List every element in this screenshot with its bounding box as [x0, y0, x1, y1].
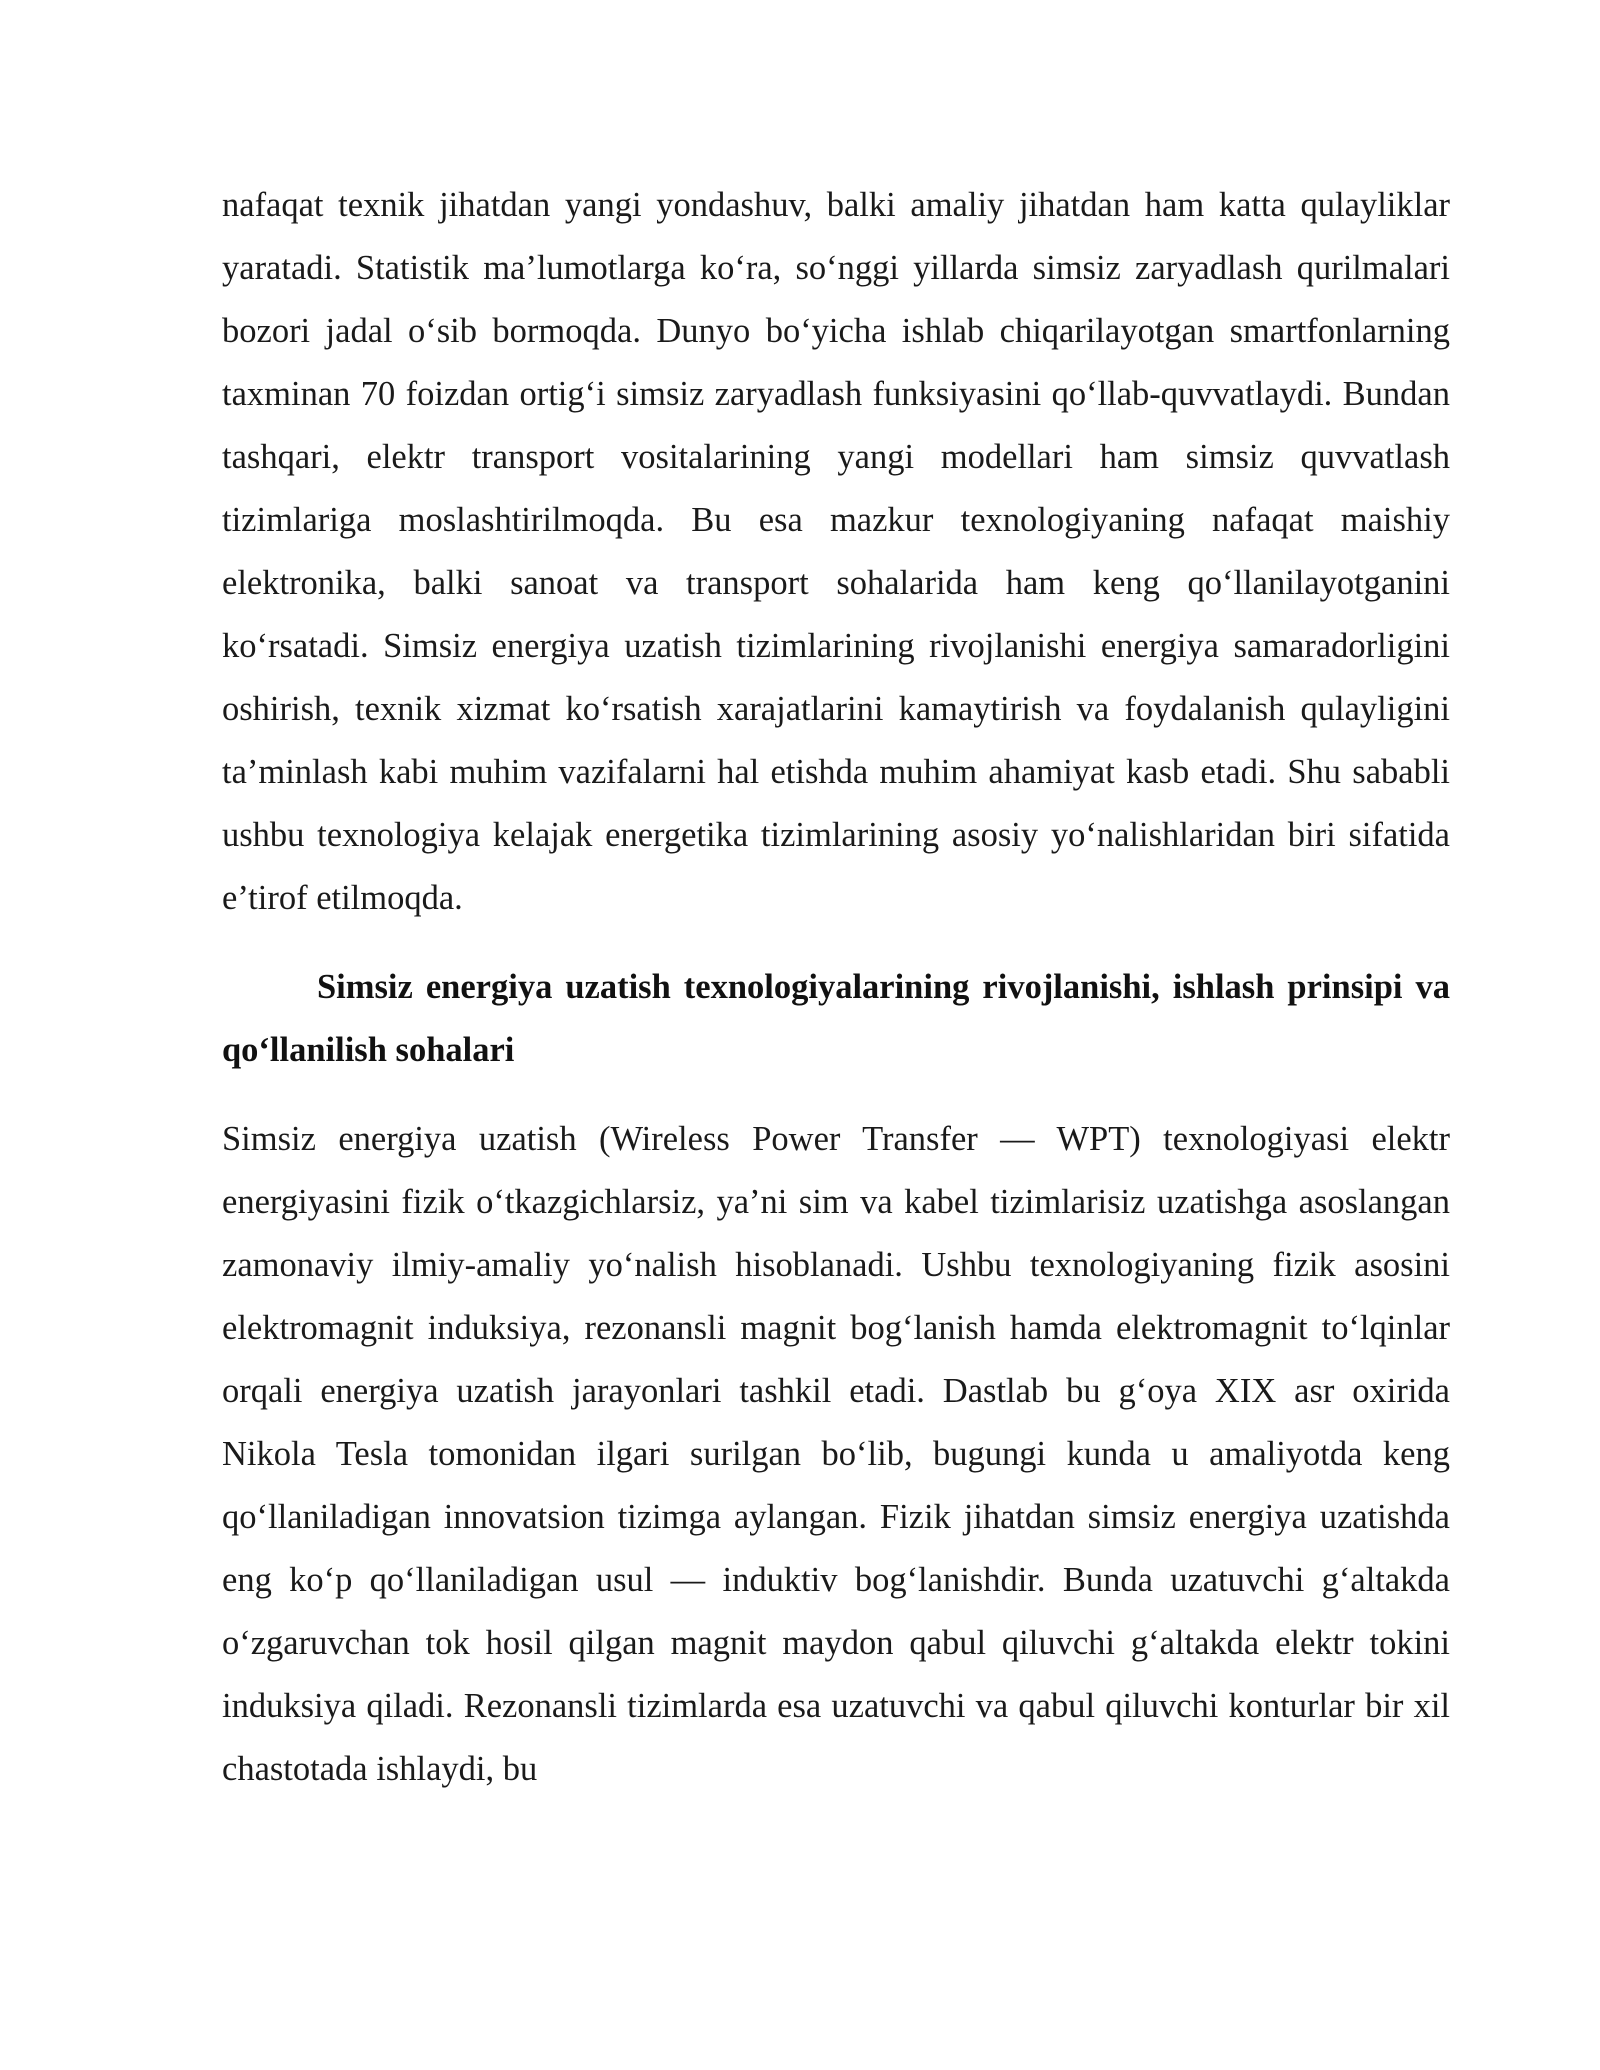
body-paragraph-2: Simsiz energiya uzatish (Wireless Power Transfer — WPT) texnologiyasi elektr energiyasini fizik o‘tkazgichlarsiz, ya’ni sim va kabel tizimlarisiz uzatishga asoslangan zamonaviy ilmiy-amaliy yo‘nalish hisoblanadi. Ushbu texnologiyaning fizik asosini elektromagnit induksiya, rezonansli magnit bog‘lanish hamda elektromagnit to‘lqinlar orqali energiya uzatish jarayonlari tashkil etadi. Dastlab bu g‘oya XIX asr oxirida Nikola Tesla tomonidan ilgari surilgan bo‘lib, bugungi kunda u amaliyotda keng qo‘llaniladigan innovatsion tizimga aylangan. Fizik jihatdan simsiz energiya uzatishda eng ko‘p qo‘llaniladigan usul — induktiv bog‘lanishdir. Bunda uzatuvchi g‘altakda o‘zgaruvchan tok hosil qilgan magnit maydon qabul qiluvchi g‘altakda elektr tokini induksiya qiladi. Rezonansli tizimlarda esa uzatuvchi va qabul qiluvchi konturlar bir xil chastotada ishlaydi, bu: [222, 1120, 1450, 1788]
page-content: [222, 174, 1450, 1801]
section-heading: Simsiz energiya uzatish texnologiyalarining rivojlanishi, ishlash prinsipi va qo‘llanilish sohalari: [222, 968, 1450, 1069]
body-paragraph-1: nafaqat texnik jihatdan yangi yondashuv, balki amaliy jihatdan ham katta qulayliklar yaratadi. Statistik ma’lumotlarga ko‘ra, so‘nggi yillarda simsiz zaryadlash qurilmalari bozori jadal o‘sib bormoqda. Dunyo bo‘yicha ishlab chiqarilayotgan smartfonlarning taxminan 70 foizdan ortig‘i simsiz zaryadlash funksiyasini qo‘llab-quvvatlaydi. Bundan tashqari, elektr transport vositalarining yangi modellari ham simsiz quvvatlash tizimlariga moslashtirilmoqda. Bu esa mazkur texnologiyaning nafaqat maishiy elektronika, balki sanoat va transport sohalarida ham keng qo‘llanilayotganini ko‘rsatadi. Simsiz energiya uzatish tizimlarining rivojlanishi energiya samaradorligini oshirish, texnik xizmat ko‘rsatish xarajatlarini kamaytirish va foydalanish qulayligini ta’minlash kabi muhim vazifalarni hal etishda muhim ahamiyat kasb etadi. Shu sababli ushbu texnologiya kelajak energetika tizimlarining asosiy yo‘nalishlaridan biri sifatida e’tirof etilmoqda.: [222, 186, 1450, 917]
